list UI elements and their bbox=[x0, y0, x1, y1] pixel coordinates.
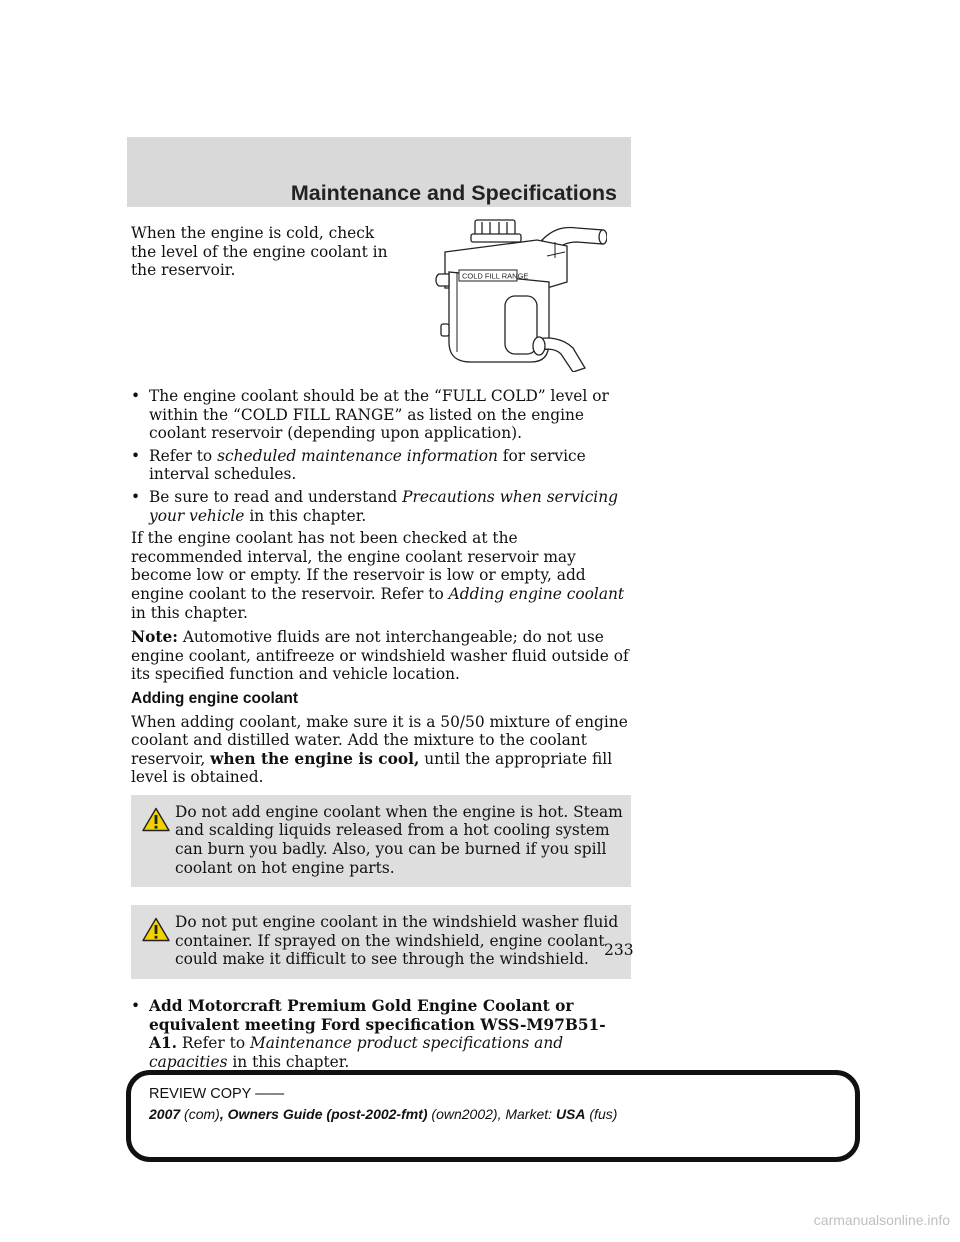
warning-triangle-icon bbox=[142, 807, 170, 832]
site-watermark: carmanualsonline.info bbox=[813, 1212, 950, 1228]
review-copy-details: 2007 (com), Owners Guide (post-2002-fmt) (own2002), Market: USA (fus) bbox=[149, 1106, 618, 1122]
warning-text: Do not add engine coolant when the engine is hot. Steam and scalding liquids released from a hot cooling system can burn you badly. Also, you can be burned if you spill coolant on hot engine parts. bbox=[175, 802, 623, 877]
header-band bbox=[127, 137, 631, 207]
section-heading: Adding engine coolant bbox=[131, 689, 299, 707]
adding-coolant-paragraph: When adding coolant, make sure it is a 50/50 mixture of engine coolant and distilled water. Add the mixture to the coolant reservoir, when the engine is cool, until the appropriate fill level is obtained. bbox=[131, 712, 628, 787]
cold-fill-range-label: COLD FILL RANGE bbox=[462, 271, 529, 281]
review-copy-label: REVIEW COPY —— bbox=[149, 1086, 285, 1102]
list-item: • The engine coolant should be at the “FULL COLD” level or within the “COLD FILL RANGE” as listed on the engine coolant reservoir (depending upon application). bbox=[131, 387, 631, 443]
coolant-bullets bbox=[131, 387, 631, 525]
page-content bbox=[131, 224, 631, 1075]
page-number: 233 bbox=[604, 941, 634, 959]
warning-box bbox=[131, 795, 631, 887]
final-bullets bbox=[131, 997, 631, 1071]
warning-text: Do not put engine coolant in the windshield washer fluid container. If sprayed on the windshield, engine coolant could make it difficult to see through the windshield. bbox=[175, 913, 619, 969]
intro-paragraph: When the engine is cold, check the level of the engine coolant in the reservoir. bbox=[131, 224, 388, 280]
warning-triangle-icon bbox=[142, 917, 170, 942]
warning-box bbox=[131, 905, 631, 979]
coolant-reservoir-illustration bbox=[427, 212, 607, 372]
list-item: • Add Motorcraft Premium Gold Engine Coolant or equivalent meeting Ford specification WSS-M97B51-A1. Refer to Maintenance product specifications and capacities in this chapter. bbox=[131, 997, 631, 1071]
page-title: Maintenance and Specifications bbox=[290, 181, 617, 205]
intro-row bbox=[131, 224, 631, 387]
interval-paragraph: If the engine coolant has not been checked at the recommended interval, the engine coolant reservoir may become low or empty. If the reservoir is low or empty, add engine coolant to the reservoir. Refer to Adding engine coolant in this chapter. bbox=[131, 529, 625, 622]
list-item: • Refer to scheduled maintenance information for service interval schedules. bbox=[131, 447, 631, 484]
review-copy-box bbox=[126, 1070, 860, 1162]
list-item: • Be sure to read and understand Precautions when servicing your vehicle in this chapter. bbox=[131, 488, 631, 525]
note-paragraph: Note: Automotive fluids are not interchangeable; do not use engine coolant, antifreeze or windshield washer fluid outside of its specified function and vehicle location. bbox=[131, 628, 629, 684]
